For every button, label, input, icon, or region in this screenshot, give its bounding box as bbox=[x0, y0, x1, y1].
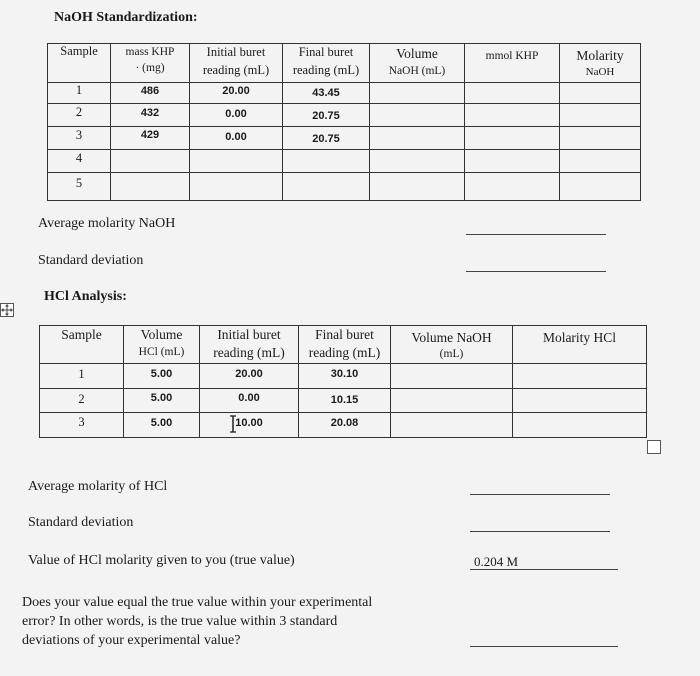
hcl-average-label: Average molarity of HCl bbox=[28, 479, 168, 494]
naoh-mass-1[interactable]: 486 bbox=[140, 85, 160, 97]
naoh-sample-5: 5 bbox=[75, 176, 83, 190]
hcl-header-volume-unit: HCl (mL) bbox=[138, 346, 185, 358]
hcl-volume-2[interactable]: 5.00 bbox=[150, 392, 173, 404]
hcl-average-blank[interactable] bbox=[470, 494, 610, 495]
naoh-final-3[interactable]: 20.75 bbox=[312, 133, 340, 145]
hcl-initial-3[interactable]: 10.00 bbox=[235, 417, 263, 429]
naoh-header-volume: Volume bbox=[396, 46, 438, 61]
naoh-header-molarity: Molarity bbox=[576, 48, 624, 63]
naoh-sample-3: 3 bbox=[75, 128, 83, 142]
hcl-true-value: 0.204 M bbox=[474, 554, 519, 569]
question-line-1: Does your value equal the true value within your experimental bbox=[22, 595, 373, 610]
hcl-header-initial-unit: reading (mL) bbox=[213, 345, 285, 360]
naoh-average-label: Average molarity NaOH bbox=[38, 216, 176, 231]
hcl-sample-1: 1 bbox=[78, 367, 85, 381]
naoh-sample-2: 2 bbox=[75, 105, 83, 119]
hcl-std-label: Standard deviation bbox=[28, 515, 134, 530]
hcl-sample-3: 3 bbox=[78, 415, 85, 429]
hcl-volume-1[interactable]: 5.00 bbox=[150, 368, 173, 380]
naoh-std-label: Standard deviation bbox=[38, 253, 144, 268]
naoh-sample-4: 4 bbox=[75, 151, 83, 165]
hcl-final-3[interactable]: 20.08 bbox=[330, 417, 359, 429]
hcl-header-sample: Sample bbox=[61, 327, 102, 342]
hcl-header-volume: Volume bbox=[140, 327, 183, 342]
naoh-header-initial-unit: reading (mL) bbox=[202, 63, 270, 77]
naoh-header-mass-unit: · (mg) bbox=[135, 62, 165, 74]
naoh-initial-1[interactable]: 20.00 bbox=[222, 85, 250, 97]
naoh-initial-2[interactable]: 0.00 bbox=[225, 108, 247, 120]
question-line-3: deviations of your experimental value? bbox=[22, 633, 241, 648]
hcl-volume-3[interactable]: 5.00 bbox=[150, 417, 173, 429]
hcl-final-1[interactable]: 30.10 bbox=[330, 368, 359, 380]
naoh-header-mass: mass KHP bbox=[125, 46, 175, 58]
text-cursor-icon bbox=[229, 414, 237, 434]
hcl-true-value-line bbox=[470, 569, 618, 570]
hcl-initial-2[interactable]: 0.00 bbox=[238, 392, 260, 404]
naoh-mass-3[interactable]: 429 bbox=[140, 129, 160, 141]
question-text bbox=[22, 593, 372, 650]
naoh-initial-3[interactable]: 0.00 bbox=[225, 131, 247, 143]
hcl-header-final: Final buret bbox=[315, 327, 374, 342]
hcl-section-title: HCl Analysis: bbox=[44, 289, 127, 304]
hcl-std-blank[interactable] bbox=[470, 531, 610, 532]
table-move-handle-icon[interactable] bbox=[0, 303, 14, 317]
naoh-section-title: NaOH Standardization: bbox=[54, 10, 198, 25]
answer-blank[interactable] bbox=[470, 646, 618, 647]
naoh-sample-1: 1 bbox=[75, 83, 83, 97]
hcl-sample-2: 2 bbox=[78, 392, 85, 406]
naoh-header-sample: Sample bbox=[60, 44, 98, 58]
hcl-header-volume-naoh-unit: (mL) bbox=[439, 348, 464, 360]
hcl-header-molarity: Molarity HCl bbox=[542, 330, 617, 345]
table-resize-handle-icon[interactable] bbox=[647, 440, 661, 454]
naoh-final-2[interactable]: 20.75 bbox=[312, 110, 340, 122]
naoh-header-volume-unit: NaOH (mL) bbox=[388, 65, 446, 77]
naoh-header-final: Final buret bbox=[298, 45, 354, 59]
hcl-true-value-label: Value of HCl molarity given to you (true value) bbox=[28, 553, 295, 568]
hcl-final-2[interactable]: 10.15 bbox=[330, 394, 359, 406]
hcl-header-volume-naoh: Volume NaOH bbox=[411, 330, 492, 345]
naoh-header-initial: Initial buret bbox=[206, 45, 266, 59]
naoh-average-blank[interactable] bbox=[466, 234, 606, 235]
naoh-std-blank[interactable] bbox=[466, 271, 606, 272]
naoh-final-1[interactable]: 43.45 bbox=[312, 87, 340, 99]
hcl-header-final-unit: reading (mL) bbox=[308, 345, 381, 360]
naoh-header-final-unit: reading (mL) bbox=[292, 63, 360, 77]
naoh-header-mmol: mmol KHP bbox=[485, 50, 539, 62]
hcl-initial-1[interactable]: 20.00 bbox=[235, 368, 263, 380]
question-line-2: error? In other words, is the true value within 3 standard bbox=[22, 614, 338, 629]
naoh-header-molarity-unit: NaOH bbox=[585, 66, 615, 78]
hcl-header-initial: Initial buret bbox=[217, 327, 281, 342]
naoh-mass-2[interactable]: 432 bbox=[140, 107, 160, 119]
